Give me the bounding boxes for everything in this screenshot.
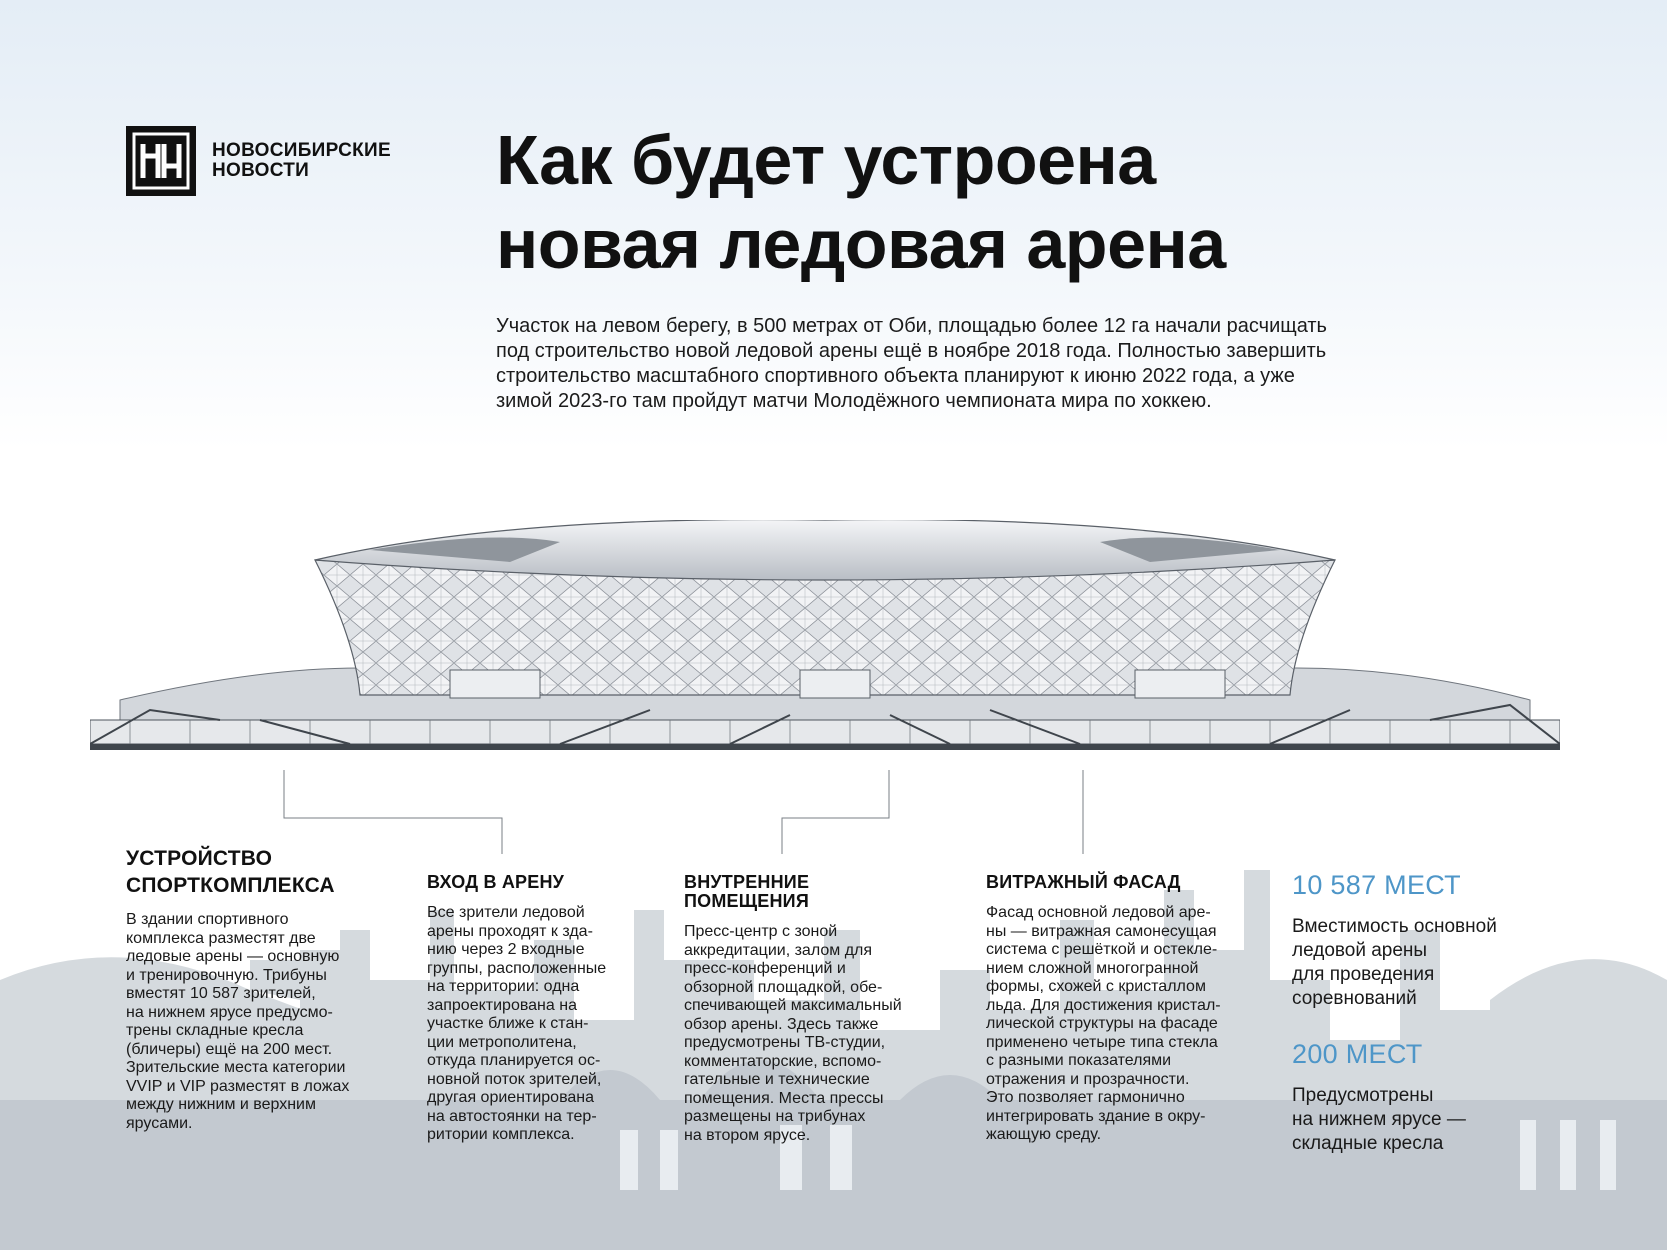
body-line: участке ближе к стан-: [427, 1015, 589, 1032]
stat-number: 10 587 МЕСТ: [1292, 870, 1461, 900]
body-line: на автостоянки на тер-: [427, 1107, 597, 1125]
body-line: размещены на трибунах: [684, 1108, 866, 1125]
body-line: на нижнем ярусе предусмо-: [126, 1003, 333, 1021]
heading-line: СПОРТКОМПЛЕКСА: [126, 874, 335, 897]
section-heading: [427, 873, 606, 892]
lead-line: Участок на левом берегу, в 500 метрах от Оби, площадью более 12 га начали расчищать: [496, 315, 1327, 337]
body-line: интегрировать здание в окру-: [986, 1107, 1206, 1125]
body-line: на территории: одна: [427, 978, 580, 995]
section-heading: [986, 873, 1221, 892]
body-line: между нижним и верхним: [126, 1096, 316, 1113]
body-line: с разными показателями: [986, 1052, 1172, 1069]
body-line: комплекса разместят две: [126, 929, 316, 947]
body-line: ции метрополитена,: [427, 1033, 577, 1051]
section-body: [684, 923, 902, 1145]
body-line: арены проходят к зда-: [427, 922, 593, 940]
body-line: В здании спортивного: [126, 911, 289, 928]
stat-bleachers: [1292, 1039, 1466, 1156]
stat-line: на нижнем ярусе —: [1292, 1109, 1466, 1130]
body-line: ледовые арены — основную: [126, 948, 340, 965]
body-line: гательные и технические: [684, 1071, 870, 1088]
stat-description: [1292, 915, 1497, 1011]
title-line-1: Как будет устроена: [496, 121, 1156, 199]
page-title: [496, 118, 1226, 286]
body-line: вместят 10 587 зрителей,: [126, 985, 316, 1002]
body-line: VVIP и VIP разместят в ложах: [126, 1077, 350, 1095]
body-line: спечивающей максимальный: [684, 997, 902, 1014]
body-line: пресс-конференций и: [684, 960, 846, 977]
body-line: формы, схожей с кристаллом: [986, 978, 1206, 995]
body-line: отражения и прозрачности.: [986, 1070, 1190, 1088]
body-line: трены складные кресла: [126, 1022, 304, 1039]
section-glass-facade: [986, 873, 1221, 1145]
stat-capacity: [1292, 870, 1497, 1011]
stat-line: Вместимость основной: [1292, 916, 1497, 937]
body-line: ны — витражная самонесущая: [986, 922, 1217, 940]
logo-nn-icon: [126, 126, 196, 196]
heading-line: ВХОД В АРЕНУ: [427, 872, 565, 892]
lead-line: зимой 2023-го там пройдут матчи Молодёжного чемпионата мира по хоккею.: [496, 390, 1212, 412]
heading-line: ВИТРАЖНЫЙ ФАСАД: [986, 872, 1181, 892]
stat-line: соревнований: [1292, 988, 1417, 1009]
body-line: обзор арены. Здесь также: [684, 1015, 879, 1033]
section-body: [126, 911, 349, 1133]
body-line: Фасад основной ледовой аре-: [986, 904, 1211, 921]
body-line: нием сложной многогранной: [986, 959, 1199, 977]
body-line: Зрительские места категории: [126, 1059, 346, 1076]
body-line: льда. Для достижения кристал-: [986, 996, 1221, 1014]
body-line: и тренировочную. Трибуны: [126, 966, 327, 984]
section-interior: [684, 873, 902, 1145]
body-line: аккредитации, залом для: [684, 941, 873, 959]
body-line: применено четыре типа стекла: [986, 1033, 1218, 1051]
body-line: группы, расположенные: [427, 959, 607, 977]
section-sports-complex: [126, 845, 349, 1133]
section-entrance: [427, 873, 606, 1145]
stat-line: Предусмотрены: [1292, 1085, 1434, 1106]
section-body: [986, 904, 1221, 1145]
body-line: Все зрители ледовой: [427, 904, 585, 921]
body-line: предусмотрены ТВ-студии,: [684, 1034, 886, 1051]
body-line: комментаторские, вспомо-: [684, 1052, 882, 1070]
logo-line-2: НОВОСТИ: [212, 160, 310, 181]
body-line: обзорной площадкой, обе-: [684, 978, 883, 996]
body-line: жающую среду.: [986, 1126, 1102, 1143]
body-line: запроектирована на: [427, 996, 577, 1014]
lead-line: строительство масштабного спортивного объекта планируют к июню 2022 года, а уже: [496, 365, 1295, 387]
stat-line: ледовой арены: [1292, 940, 1428, 961]
body-line: новной поток зрителей,: [427, 1070, 602, 1088]
section-body: [427, 904, 606, 1145]
body-line: ярусами.: [126, 1114, 193, 1132]
body-line: помещения. Места прессы: [684, 1089, 884, 1107]
logo-line-1: НОВОСИБИРСКИЕ: [212, 140, 391, 161]
heading-line: ВНУТРЕННИЕ: [684, 872, 810, 892]
lead-paragraph: [496, 314, 1426, 414]
body-line: лической структуры на фасаде: [986, 1015, 1218, 1032]
lead-line: под строительство новой ледовой арены ещё в ноябре 2018 года. Полностью завершить: [496, 340, 1327, 362]
stat-number: 200 МЕСТ: [1292, 1039, 1423, 1069]
logo: [126, 126, 391, 196]
body-line: ритории комплекса.: [427, 1126, 575, 1143]
stat-description: [1292, 1084, 1466, 1156]
stat-line: для проведения: [1292, 964, 1435, 985]
body-line: (бличеры) ещё на 200 мест.: [126, 1040, 333, 1058]
body-line: Это позволяет гармонично: [986, 1089, 1185, 1106]
section-heading: [684, 873, 902, 911]
body-line: откуда планируется ос-: [427, 1052, 601, 1069]
section-heading: [126, 845, 349, 899]
body-line: система с решёткой и остекле-: [986, 941, 1218, 958]
body-line: на втором ярусе.: [684, 1126, 811, 1144]
body-line: Пресс-центр с зоной: [684, 923, 838, 940]
stat-line: складные кресла: [1292, 1133, 1444, 1154]
logo-wordmark: [212, 141, 391, 181]
heading-line: УСТРОЙСТВО: [126, 847, 273, 870]
body-line: другая ориентирована: [427, 1089, 595, 1106]
heading-line: ПОМЕЩЕНИЯ: [684, 891, 809, 911]
body-line: нию через 2 входные: [427, 941, 585, 958]
title-line-2: новая ледовая арена: [496, 205, 1226, 283]
ice-arena-illustration: [90, 520, 1560, 790]
